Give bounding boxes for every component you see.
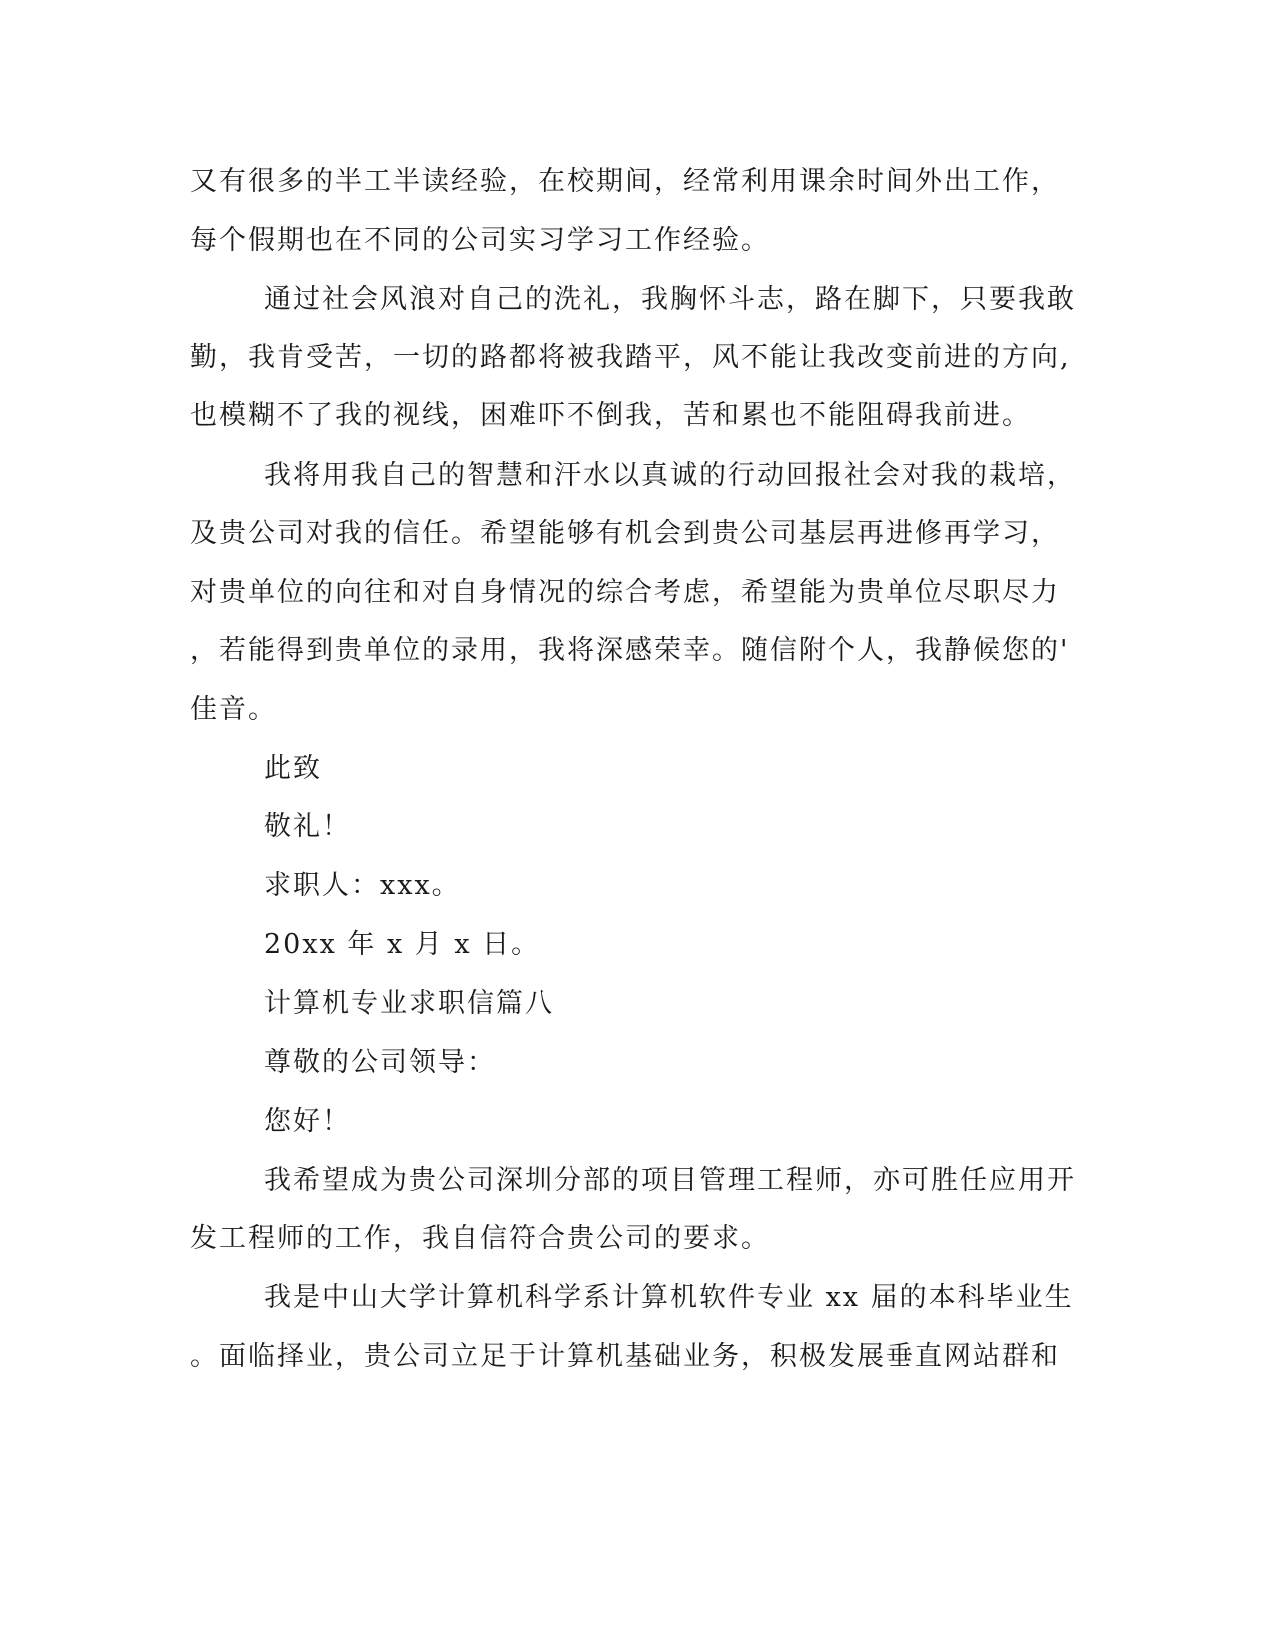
- paragraph-start: 我将用我自己的智慧和汗水以真诚的行动回报社会对我的栽培，: [264, 460, 1076, 491]
- applicant-signature: 求职人：xxx。: [264, 870, 461, 901]
- section-heading: 计算机专业求职信篇八: [264, 988, 554, 1019]
- greeting-recipient: 尊敬的公司领导：: [264, 1047, 496, 1078]
- paragraph-start: 我希望成为贵公司深圳分部的项目管理工程师，亦可胜任应用开: [264, 1165, 1076, 1196]
- text-line: 对贵单位的向往和对自身情况的综合考虑，希望能为贵单位尽职尽力: [190, 577, 1060, 608]
- text-line: ，若能得到贵单位的录用，我将深感荣幸。随信附个人，我静候您的': [190, 635, 1070, 666]
- paragraph-start: 我是中山大学计算机科学系计算机软件专业 xx 届的本科毕业生: [264, 1282, 1074, 1313]
- text-line: 佳音。: [190, 694, 277, 725]
- text-line: 也模糊不了我的视线，困难吓不倒我，苦和累也不能阻碍我前进。: [190, 400, 1031, 431]
- text-line: 勤，我肯受苦，一切的路都将被我踏平，风不能让我改变前进的方向,: [190, 342, 1071, 373]
- letter-date: 20xx 年 x 月 x 日。: [264, 929, 541, 960]
- text-line: 。面临择业，贵公司立足于计算机基础业务，积极发展垂直网站群和: [190, 1341, 1060, 1372]
- closing-salutation: 此致: [264, 753, 322, 784]
- closing-regards: 敬礼！: [264, 811, 351, 842]
- text-line: 及贵公司对我的信任。希望能够有机会到贵公司基层再进修再学习，: [190, 518, 1060, 549]
- text-line: 每个假期也在不同的公司实习学习工作经验。: [190, 225, 770, 256]
- text-line: 发工程师的工作，我自信符合贵公司的要求。: [190, 1223, 770, 1254]
- greeting: 您好！: [264, 1106, 351, 1137]
- paragraph-start: 通过社会风浪对自己的洗礼，我胸怀斗志，路在脚下，只要我敢: [264, 284, 1076, 315]
- text-line: 又有很多的半工半读经验，在校期间，经常利用课余时间外出工作，: [190, 166, 1060, 197]
